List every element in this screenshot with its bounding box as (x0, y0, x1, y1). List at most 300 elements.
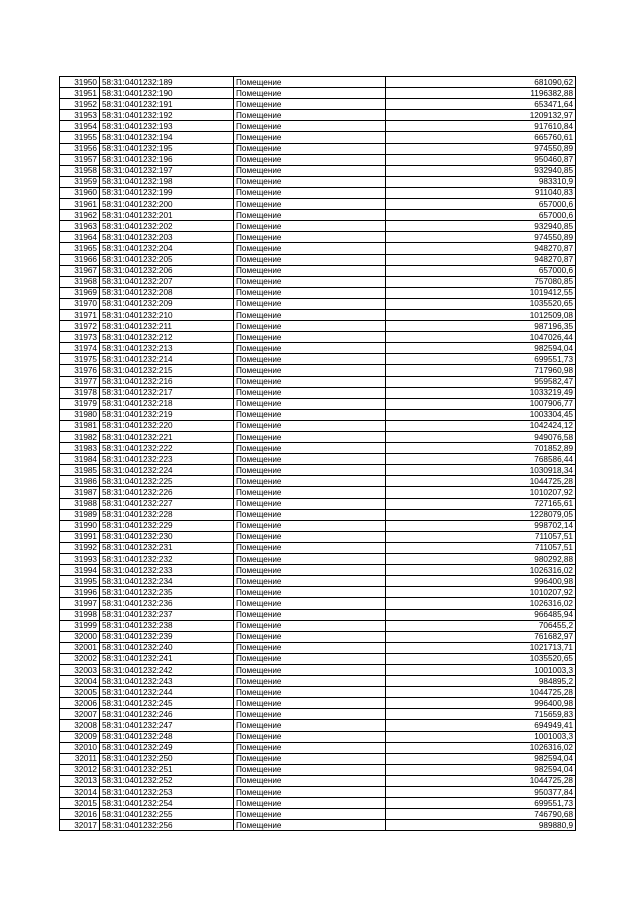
table-row (60, 676, 576, 687)
row-number-cell: 31997 (60, 598, 100, 609)
object-type-cell: Помещение (234, 664, 386, 675)
row-number-cell: 31971 (60, 309, 100, 320)
row-number-cell: 31986 (60, 476, 100, 487)
cadastral-value-cell: 948270,87 (386, 243, 576, 254)
row-number-cell: 31981 (60, 420, 100, 431)
object-type-cell: Помещение (234, 676, 386, 687)
cadastral-value-cell: 657000,6 (386, 199, 576, 210)
table-row (60, 298, 576, 309)
table-row (60, 809, 576, 820)
table-row (60, 77, 576, 88)
row-number-cell: 31972 (60, 321, 100, 332)
cadastral-number-cell: 58:31:0401232:214 (100, 354, 234, 365)
cadastral-number-cell: 58:31:0401232:230 (100, 531, 234, 542)
cadastral-number-cell: 58:31:0401232:209 (100, 298, 234, 309)
table-row (60, 143, 576, 154)
cadastral-number-cell: 58:31:0401232:248 (100, 731, 234, 742)
object-type-cell: Помещение (234, 243, 386, 254)
table-row (60, 620, 576, 631)
table-row (60, 287, 576, 298)
cadastral-value-cell: 1021713,71 (386, 642, 576, 653)
object-type-cell: Помещение (234, 587, 386, 598)
row-number-cell: 31989 (60, 509, 100, 520)
cadastral-value-cell: 948270,87 (386, 254, 576, 265)
cadastral-number-cell: 58:31:0401232:210 (100, 309, 234, 320)
row-number-cell: 31994 (60, 565, 100, 576)
table-row (60, 609, 576, 620)
row-number-cell: 32016 (60, 809, 100, 820)
cadastral-value-cell: 768586,44 (386, 454, 576, 465)
cadastral-number-cell: 58:31:0401232:225 (100, 476, 234, 487)
table-row (60, 731, 576, 742)
row-number-cell: 31977 (60, 376, 100, 387)
row-number-cell: 31984 (60, 454, 100, 465)
table-row (60, 631, 576, 642)
cadastral-number-cell: 58:31:0401232:236 (100, 598, 234, 609)
row-number-cell: 31996 (60, 587, 100, 598)
row-number-cell: 31956 (60, 143, 100, 154)
object-type-cell: Помещение (234, 542, 386, 553)
cadastral-value-cell: 1044725,28 (386, 687, 576, 698)
cadastral-value-cell: 932940,85 (386, 165, 576, 176)
table-row (60, 698, 576, 709)
cadastral-number-cell: 58:31:0401232:196 (100, 154, 234, 165)
table-row (60, 232, 576, 243)
object-type-cell: Помещение (234, 376, 386, 387)
table-row (60, 387, 576, 398)
table-row (60, 465, 576, 476)
row-number-cell: 31979 (60, 398, 100, 409)
table-row (60, 332, 576, 343)
cadastral-value-cell: 998702,14 (386, 520, 576, 531)
table-row (60, 498, 576, 509)
object-type-cell: Помещение (234, 265, 386, 276)
row-number-cell: 32010 (60, 742, 100, 753)
cadastral-value-cell: 1209132,97 (386, 110, 576, 121)
row-number-cell: 31993 (60, 554, 100, 565)
cadastral-number-cell: 58:31:0401232:232 (100, 554, 234, 565)
cadastral-number-cell: 58:31:0401232:218 (100, 398, 234, 409)
cadastral-value-cell: 1047026,44 (386, 332, 576, 343)
cadastral-value-cell: 727165,61 (386, 498, 576, 509)
object-type-cell: Помещение (234, 420, 386, 431)
object-type-cell: Помещение (234, 465, 386, 476)
table-row (60, 432, 576, 443)
cadastral-number-cell: 58:31:0401232:194 (100, 132, 234, 143)
table-row (60, 653, 576, 664)
cadastral-value-cell: 974550,89 (386, 232, 576, 243)
row-number-cell: 31969 (60, 287, 100, 298)
cadastral-value-cell: 706455,2 (386, 620, 576, 631)
table-row (60, 420, 576, 431)
object-type-cell: Помещение (234, 764, 386, 775)
cadastral-number-cell: 58:31:0401232:219 (100, 409, 234, 420)
cadastral-number-cell: 58:31:0401232:235 (100, 587, 234, 598)
cadastral-value-cell: 911040,83 (386, 187, 576, 198)
cadastral-value-cell: 950460,87 (386, 154, 576, 165)
cadastral-value-cell: 1001003,3 (386, 664, 576, 675)
cadastral-value-cell: 657000,6 (386, 210, 576, 221)
cadastral-number-cell: 58:31:0401232:192 (100, 110, 234, 121)
table-row (60, 376, 576, 387)
row-number-cell: 31961 (60, 199, 100, 210)
row-number-cell: 31998 (60, 609, 100, 620)
row-number-cell: 31964 (60, 232, 100, 243)
table-row (60, 753, 576, 764)
cadastral-value-cell: 1019412,55 (386, 287, 576, 298)
cadastral-value-cell: 1033219,49 (386, 387, 576, 398)
object-type-cell: Помещение (234, 143, 386, 154)
table-row (60, 398, 576, 409)
cadastral-number-cell: 58:31:0401232:197 (100, 165, 234, 176)
cadastral-value-cell: 987196,35 (386, 321, 576, 332)
table-row (60, 409, 576, 420)
table-row (60, 210, 576, 221)
object-type-cell: Помещение (234, 187, 386, 198)
row-number-cell: 32008 (60, 720, 100, 731)
row-number-cell: 31976 (60, 365, 100, 376)
cadastral-value-cell: 1026316,02 (386, 565, 576, 576)
object-type-cell: Помещение (234, 509, 386, 520)
table-row (60, 742, 576, 753)
table-row (60, 187, 576, 198)
object-type-cell: Помещение (234, 121, 386, 132)
row-number-cell: 31959 (60, 176, 100, 187)
table-row (60, 254, 576, 265)
object-type-cell: Помещение (234, 88, 386, 99)
table-row (60, 487, 576, 498)
cadastral-value-cell: 917610,84 (386, 121, 576, 132)
cadastral-number-cell: 58:31:0401232:228 (100, 509, 234, 520)
cadastral-number-cell: 58:31:0401232:255 (100, 809, 234, 820)
cadastral-number-cell: 58:31:0401232:190 (100, 88, 234, 99)
cadastral-number-cell: 58:31:0401232:220 (100, 420, 234, 431)
cadastral-number-cell: 58:31:0401232:240 (100, 642, 234, 653)
cadastral-value-cell: 711057,51 (386, 531, 576, 542)
object-type-cell: Помещение (234, 631, 386, 642)
table-row (60, 687, 576, 698)
cadastral-value-cell: 711057,51 (386, 542, 576, 553)
cadastral-number-cell: 58:31:0401232:191 (100, 99, 234, 110)
row-number-cell: 31966 (60, 254, 100, 265)
cadastral-value-cell: 1030918,34 (386, 465, 576, 476)
row-number-cell: 31999 (60, 620, 100, 631)
object-type-cell: Помещение (234, 454, 386, 465)
row-number-cell: 31955 (60, 132, 100, 143)
table-row (60, 110, 576, 121)
cadastral-number-cell: 58:31:0401232:213 (100, 343, 234, 354)
object-type-cell: Помещение (234, 99, 386, 110)
cadastral-value-cell: 966485,94 (386, 609, 576, 620)
object-type-cell: Помещение (234, 298, 386, 309)
cadastral-number-cell: 58:31:0401232:221 (100, 432, 234, 443)
cadastral-number-cell: 58:31:0401232:251 (100, 764, 234, 775)
row-number-cell: 31962 (60, 210, 100, 221)
cadastral-number-cell: 58:31:0401232:189 (100, 77, 234, 88)
table-row (60, 542, 576, 553)
cadastral-value-cell: 746790,68 (386, 809, 576, 820)
cadastral-number-cell: 58:31:0401232:223 (100, 454, 234, 465)
row-number-cell: 32004 (60, 676, 100, 687)
row-number-cell: 32013 (60, 775, 100, 786)
row-number-cell: 32003 (60, 664, 100, 675)
table-row (60, 276, 576, 287)
cadastral-value-cell: 699551,73 (386, 354, 576, 365)
table-row (60, 221, 576, 232)
object-type-cell: Помещение (234, 742, 386, 753)
object-type-cell: Помещение (234, 276, 386, 287)
table-row (60, 443, 576, 454)
cadastral-value-cell: 653471,64 (386, 99, 576, 110)
registry-table-body (60, 77, 576, 831)
object-type-cell: Помещение (234, 775, 386, 786)
row-number-cell: 31974 (60, 343, 100, 354)
cadastral-value-cell: 984895,2 (386, 676, 576, 687)
cadastral-value-cell: 996400,98 (386, 576, 576, 587)
object-type-cell: Помещение (234, 498, 386, 509)
cadastral-value-cell: 1010207,92 (386, 487, 576, 498)
cadastral-number-cell: 58:31:0401232:227 (100, 498, 234, 509)
cadastral-value-cell: 1228079,05 (386, 509, 576, 520)
table-row (60, 775, 576, 786)
cadastral-value-cell: 932940,85 (386, 221, 576, 232)
object-type-cell: Помещение (234, 476, 386, 487)
object-type-cell: Помещение (234, 110, 386, 121)
object-type-cell: Помещение (234, 221, 386, 232)
table-row (60, 88, 576, 99)
table-row (60, 476, 576, 487)
cadastral-number-cell: 58:31:0401232:250 (100, 753, 234, 764)
cadastral-value-cell: 717960,98 (386, 365, 576, 376)
object-type-cell: Помещение (234, 332, 386, 343)
table-row (60, 720, 576, 731)
object-type-cell: Помещение (234, 809, 386, 820)
table-row (60, 132, 576, 143)
cadastral-number-cell: 58:31:0401232:245 (100, 698, 234, 709)
row-number-cell: 31958 (60, 165, 100, 176)
row-number-cell: 31967 (60, 265, 100, 276)
row-number-cell: 32001 (60, 642, 100, 653)
cadastral-value-cell: 761682,97 (386, 631, 576, 642)
table-row (60, 321, 576, 332)
table-row (60, 454, 576, 465)
cadastral-number-cell: 58:31:0401232:247 (100, 720, 234, 731)
cadastral-number-cell: 58:31:0401232:238 (100, 620, 234, 631)
cadastral-value-cell: 1035520,65 (386, 653, 576, 664)
cadastral-number-cell: 58:31:0401232:201 (100, 210, 234, 221)
table-row (60, 365, 576, 376)
table-row (60, 99, 576, 110)
cadastral-value-cell: 694949,41 (386, 720, 576, 731)
row-number-cell: 31988 (60, 498, 100, 509)
cadastral-number-cell: 58:31:0401232:206 (100, 265, 234, 276)
cadastral-number-cell: 58:31:0401232:233 (100, 565, 234, 576)
object-type-cell: Помещение (234, 687, 386, 698)
cadastral-number-cell: 58:31:0401232:241 (100, 653, 234, 664)
cadastral-value-cell: 949076,58 (386, 432, 576, 443)
object-type-cell: Помещение (234, 609, 386, 620)
cadastral-value-cell: 983310,9 (386, 176, 576, 187)
object-type-cell: Помещение (234, 576, 386, 587)
object-type-cell: Помещение (234, 287, 386, 298)
object-type-cell: Помещение (234, 698, 386, 709)
cadastral-number-cell: 58:31:0401232:211 (100, 321, 234, 332)
object-type-cell: Помещение (234, 77, 386, 88)
cadastral-number-cell: 58:31:0401232:215 (100, 365, 234, 376)
object-type-cell: Помещение (234, 620, 386, 631)
cadastral-number-cell: 58:31:0401232:256 (100, 820, 234, 831)
cadastral-value-cell: 980292,88 (386, 554, 576, 565)
cadastral-number-cell: 58:31:0401232:195 (100, 143, 234, 154)
cadastral-value-cell: 715659,83 (386, 709, 576, 720)
table-row (60, 642, 576, 653)
object-type-cell: Помещение (234, 531, 386, 542)
cadastral-number-cell: 58:31:0401232:224 (100, 465, 234, 476)
row-number-cell: 31957 (60, 154, 100, 165)
object-type-cell: Помещение (234, 731, 386, 742)
row-number-cell: 31978 (60, 387, 100, 398)
cadastral-number-cell: 58:31:0401232:193 (100, 121, 234, 132)
cadastral-value-cell: 1001003,3 (386, 731, 576, 742)
cadastral-number-cell: 58:31:0401232:234 (100, 576, 234, 587)
cadastral-number-cell: 58:31:0401232:208 (100, 287, 234, 298)
object-type-cell: Помещение (234, 787, 386, 798)
cadastral-number-cell: 58:31:0401232:200 (100, 199, 234, 210)
cadastral-number-cell: 58:31:0401232:254 (100, 798, 234, 809)
row-number-cell: 31982 (60, 432, 100, 443)
cadastral-value-cell: 1026316,02 (386, 742, 576, 753)
object-type-cell: Помещение (234, 520, 386, 531)
row-number-cell: 31975 (60, 354, 100, 365)
row-number-cell: 32005 (60, 687, 100, 698)
row-number-cell: 31992 (60, 542, 100, 553)
cadastral-number-cell: 58:31:0401232:222 (100, 443, 234, 454)
cadastral-number-cell: 58:31:0401232:212 (100, 332, 234, 343)
cadastral-number-cell: 58:31:0401232:198 (100, 176, 234, 187)
cadastral-number-cell: 58:31:0401232:205 (100, 254, 234, 265)
cadastral-value-cell: 665760,61 (386, 132, 576, 143)
cadastral-value-cell: 1003304,45 (386, 409, 576, 420)
table-row (60, 764, 576, 775)
row-number-cell: 31987 (60, 487, 100, 498)
table-row (60, 243, 576, 254)
cadastral-number-cell: 58:31:0401232:204 (100, 243, 234, 254)
object-type-cell: Помещение (234, 132, 386, 143)
object-type-cell: Помещение (234, 432, 386, 443)
cadastral-value-cell: 681090,62 (386, 77, 576, 88)
cadastral-number-cell: 58:31:0401232:216 (100, 376, 234, 387)
cadastral-number-cell: 58:31:0401232:246 (100, 709, 234, 720)
table-row (60, 820, 576, 831)
table-row (60, 354, 576, 365)
table-row (60, 520, 576, 531)
cadastral-value-cell: 996400,98 (386, 698, 576, 709)
row-number-cell: 32017 (60, 820, 100, 831)
object-type-cell: Помещение (234, 798, 386, 809)
table-row (60, 265, 576, 276)
row-number-cell: 32009 (60, 731, 100, 742)
object-type-cell: Помещение (234, 487, 386, 498)
row-number-cell: 31963 (60, 221, 100, 232)
row-number-cell: 31990 (60, 520, 100, 531)
table-row (60, 576, 576, 587)
cadastral-value-cell: 974550,89 (386, 143, 576, 154)
object-type-cell: Помещение (234, 199, 386, 210)
cadastral-value-cell: 1007906,77 (386, 398, 576, 409)
table-row (60, 554, 576, 565)
row-number-cell: 31991 (60, 531, 100, 542)
row-number-cell: 32000 (60, 631, 100, 642)
cadastral-value-cell: 982594,04 (386, 753, 576, 764)
cadastral-number-cell: 58:31:0401232:217 (100, 387, 234, 398)
cadastral-number-cell: 58:31:0401232:249 (100, 742, 234, 753)
object-type-cell: Помещение (234, 232, 386, 243)
cadastral-number-cell: 58:31:0401232:239 (100, 631, 234, 642)
object-type-cell: Помещение (234, 343, 386, 354)
table-row (60, 176, 576, 187)
row-number-cell: 31973 (60, 332, 100, 343)
cadastral-number-cell: 58:31:0401232:229 (100, 520, 234, 531)
object-type-cell: Помещение (234, 154, 386, 165)
cadastral-number-cell: 58:31:0401232:237 (100, 609, 234, 620)
row-number-cell: 31951 (60, 88, 100, 99)
object-type-cell: Помещение (234, 720, 386, 731)
row-number-cell: 32012 (60, 764, 100, 775)
table-row (60, 531, 576, 542)
object-type-cell: Помещение (234, 165, 386, 176)
row-number-cell: 32011 (60, 753, 100, 764)
cadastral-value-cell: 699551,73 (386, 798, 576, 809)
object-type-cell: Помещение (234, 387, 386, 398)
object-type-cell: Помещение (234, 753, 386, 764)
row-number-cell: 32002 (60, 653, 100, 664)
cadastral-number-cell: 58:31:0401232:244 (100, 687, 234, 698)
cadastral-value-cell: 959582,47 (386, 376, 576, 387)
row-number-cell: 31968 (60, 276, 100, 287)
cadastral-number-cell: 58:31:0401232:226 (100, 487, 234, 498)
row-number-cell: 32015 (60, 798, 100, 809)
table-row (60, 154, 576, 165)
object-type-cell: Помещение (234, 254, 386, 265)
object-type-cell: Помещение (234, 443, 386, 454)
cadastral-value-cell: 950377,84 (386, 787, 576, 798)
table-row (60, 798, 576, 809)
row-number-cell: 31960 (60, 187, 100, 198)
object-type-cell: Помещение (234, 820, 386, 831)
row-number-cell: 31983 (60, 443, 100, 454)
table-row (60, 343, 576, 354)
cadastral-value-cell: 1042424,12 (386, 420, 576, 431)
cadastral-value-cell: 1196382,88 (386, 88, 576, 99)
cadastral-number-cell: 58:31:0401232:242 (100, 664, 234, 675)
object-type-cell: Помещение (234, 210, 386, 221)
cadastral-value-cell: 1010207,92 (386, 587, 576, 598)
object-type-cell: Помещение (234, 398, 386, 409)
cadastral-value-cell: 657000,6 (386, 265, 576, 276)
object-type-cell: Помещение (234, 709, 386, 720)
cadastral-value-cell: 1026316,02 (386, 598, 576, 609)
cadastral-value-cell: 1012509,08 (386, 309, 576, 320)
cadastral-number-cell: 58:31:0401232:231 (100, 542, 234, 553)
row-number-cell: 31965 (60, 243, 100, 254)
object-type-cell: Помещение (234, 321, 386, 332)
cadastral-number-cell: 58:31:0401232:253 (100, 787, 234, 798)
cadastral-value-cell: 1044725,28 (386, 476, 576, 487)
cadastral-value-cell: 982594,04 (386, 764, 576, 775)
registry-table (59, 76, 576, 831)
row-number-cell: 31952 (60, 99, 100, 110)
object-type-cell: Помещение (234, 554, 386, 565)
